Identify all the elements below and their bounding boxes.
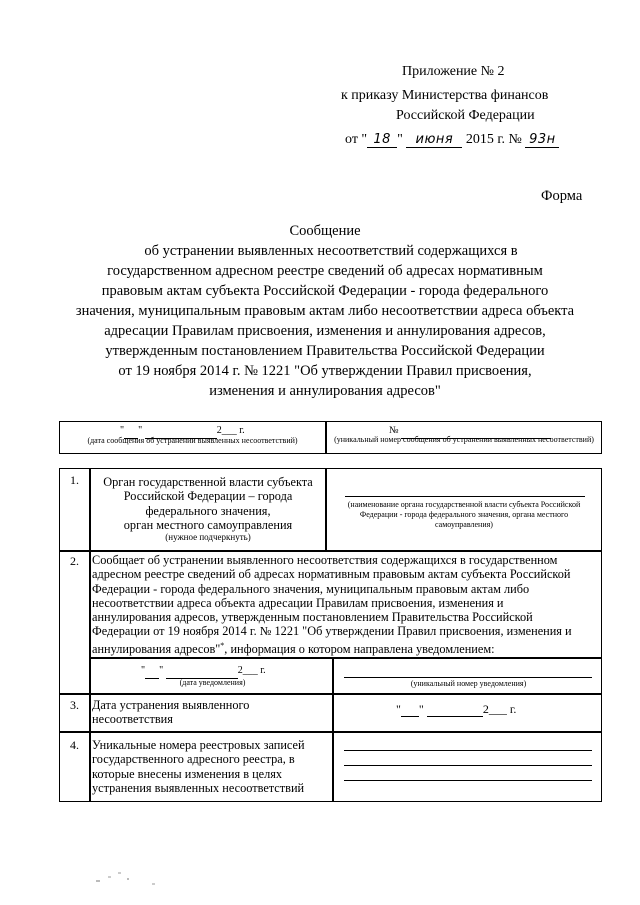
notice-quote-open: " [141, 665, 146, 676]
row2-line: аннулирования адресов, утвержденным постановлением Правительства Российской [92, 610, 533, 625]
row1-value-cell [326, 468, 602, 551]
row2-line: Федерации - города федерального значения, муниципальным правовым актам либо [92, 581, 530, 596]
scan-speck [127, 878, 129, 880]
row-number-cell [59, 732, 90, 802]
notice-year-suffix: 2___ г. [237, 665, 266, 676]
fix-quote-open: " [396, 702, 401, 716]
row-number-cell [59, 551, 90, 694]
title-line: от 19 ноября 2014 г. № 1221 "Об утверждении Правил присвоения, [118, 363, 532, 379]
title-line: изменения и аннулирования адресов" [209, 383, 441, 399]
row2-line: несоответствии адреса объекта адресации Правилам присвоения, изменения и [92, 595, 504, 610]
row2-line: Федерации от 19 ноября 2014 г. № 1221 "Об утверждении Правил присвоения, изменения и [92, 624, 572, 639]
notice-quote-close: " [159, 665, 164, 676]
order-number: 93н [525, 133, 559, 148]
message-number-caption: (уникальный номер сообщения об устранении выявленных несоответствий) [334, 435, 594, 444]
notice-date-caption: (дата уведомления) [179, 678, 246, 687]
row4-label-cell [90, 732, 333, 802]
title-line: утвержденным постановлением Правительства Российской Федерации [105, 343, 545, 359]
record-number-line [344, 765, 592, 766]
scan-speck [152, 883, 155, 885]
row4-line: Уникальные номера реестровых записей [92, 738, 305, 752]
notice-date-line [141, 664, 266, 679]
form-label: Форма [541, 188, 583, 204]
row2-line: адресном реестре сведений об адресах нормативным правовым актам субъекта Российской [92, 567, 571, 582]
row4-value-cell [333, 732, 602, 802]
row1-line: орган местного самоуправления [123, 517, 293, 532]
order-date-line [345, 132, 559, 148]
row-number: 4. [70, 738, 79, 752]
date-quote-open: " [120, 425, 125, 436]
row2-line: Сообщает об устранении выявленного несоответствия содержащихся в государственном [92, 553, 558, 567]
row4-line: которые внесены изменения в целях [92, 766, 283, 781]
row1-label [91, 475, 325, 543]
row2-text [91, 552, 601, 656]
row4-line: государственного адресного реестра, в [92, 752, 295, 767]
message-date-cell [59, 421, 326, 454]
row1-line: Российской Федерации – города [123, 489, 293, 504]
date-prefix: от " [345, 132, 368, 147]
date-quote-close: " [138, 425, 143, 436]
message-number-cell [326, 421, 602, 454]
order-day: 18 [367, 133, 397, 148]
fix-year-suffix: 2___ г. [482, 702, 517, 716]
order-label: к приказу Министерства финансов [341, 88, 549, 103]
title-line: адресации Правилам присвоения, изменения и аннулирования адресов, [104, 323, 546, 339]
document-title [40, 221, 610, 401]
title-line: правовым актам субъекта Российской Федерации - города федерального [101, 283, 549, 299]
notice-number-line [344, 677, 592, 678]
number-sign: № [389, 425, 399, 436]
scan-speck [96, 880, 100, 882]
row-number-cell [59, 468, 90, 551]
row2-line-part: , информация о котором направлена уведомлением: [224, 641, 495, 656]
row2-line-part: аннулирования адресов" [92, 641, 221, 656]
row-number: 2. [70, 554, 79, 568]
row1-line: федерального значения, [145, 503, 271, 518]
row4-label [91, 733, 332, 795]
row3-label-cell [90, 694, 333, 732]
footnote-star: * [220, 640, 225, 650]
row3-label [91, 695, 332, 727]
title-line: государственном адресном реестре сведений об адресах нормативным [107, 263, 543, 279]
row4-line: устранения выявленных несоответствий [92, 780, 305, 795]
authority-name-caption: (наименование органа государственной власти субъекта Российской Федерации - города федерального значения, органа местного самоуправления) [347, 500, 581, 529]
record-number-line [344, 750, 592, 751]
scan-speck [118, 872, 121, 874]
fix-quote-close: " [418, 702, 424, 716]
row-number: 3. [70, 698, 79, 712]
federation-label: Российской Федерации [396, 108, 535, 123]
order-month: июня [406, 133, 462, 148]
notice-number-caption: (уникальный номер уведомления) [410, 679, 527, 688]
scan-speck [108, 876, 111, 878]
title-line: об устранении выявленных несоответствий содержащихся в [144, 243, 518, 259]
row-number: 1. [70, 473, 79, 487]
row1-label-cell [90, 468, 326, 551]
record-number-line [344, 780, 592, 781]
notice-date-cell [90, 658, 333, 694]
authority-name-line [345, 496, 585, 497]
row-number-cell [59, 694, 90, 732]
date-year-suffix: 2___ г. [216, 425, 245, 436]
row3-value-cell [333, 694, 602, 732]
row1-line: Орган государственной власти субъекта [103, 475, 313, 489]
row3-line: несоответствия [92, 712, 173, 727]
notice-number-cell [333, 658, 602, 694]
row2-text-cell [90, 551, 602, 658]
order-year-number-label: 2015 г. № [465, 132, 522, 147]
title-line: значения, муниципальным правовым актам либо несоответствии адреса объекта [75, 303, 575, 319]
date-quote-close: " [397, 132, 403, 147]
fix-date-line [396, 702, 516, 717]
message-date-caption: (дата сообщения об устранении выявленных несоответствий) [87, 436, 298, 445]
row2-line-last [92, 639, 601, 656]
row3-line: Дата устранения выявленного [92, 698, 250, 712]
title-line: Сообщение [289, 223, 361, 239]
appendix-label: Приложение № 2 [402, 64, 505, 79]
row1-note: (нужное подчеркнуть) [165, 532, 251, 543]
